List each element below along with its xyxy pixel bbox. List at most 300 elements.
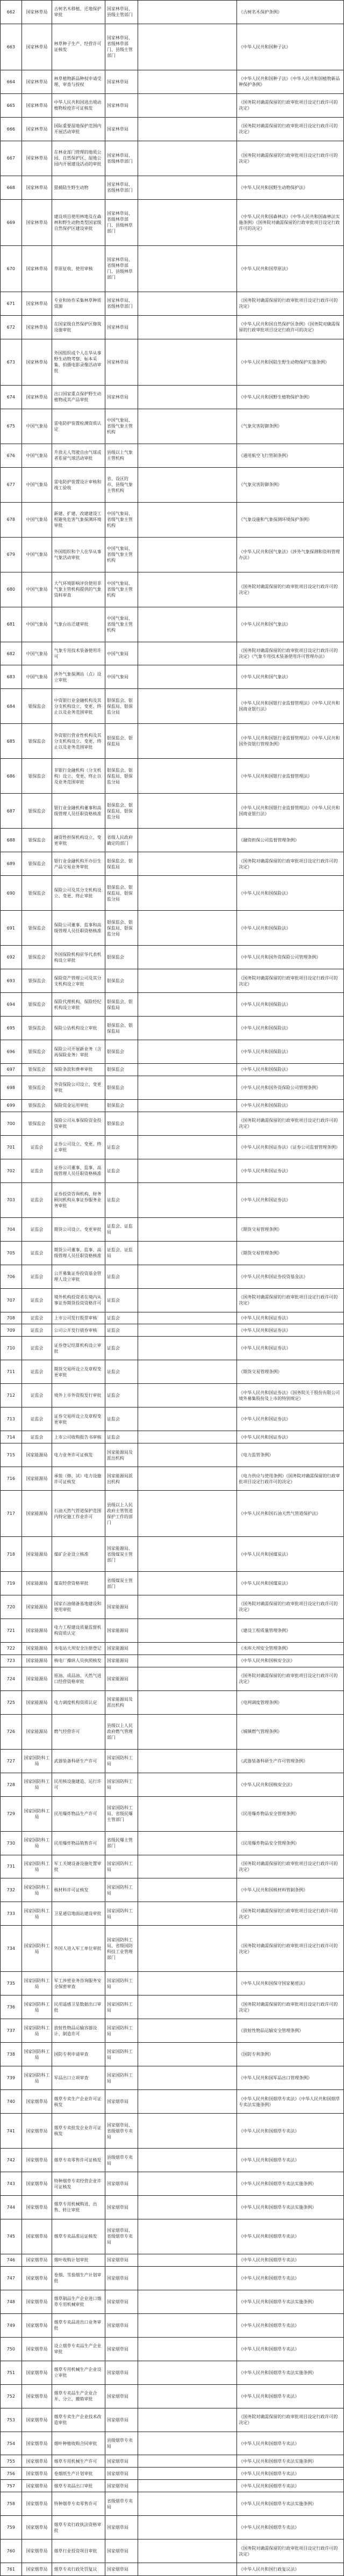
row-number-cell: 759 xyxy=(1,2516,22,2539)
table-row xyxy=(1,1572,344,1595)
license-item-cell: 保险代理机构、保险经纪机构设立审批 xyxy=(52,993,105,1017)
legal-basis-cell: 《中华人民共和国保险法》 xyxy=(237,993,344,1017)
legal-basis-cell: 《中华人民共和国气象法》《涉外气象探测和资料管理办法》 xyxy=(237,537,344,572)
approving-authority-cell: 国家烟草局、省级烟草专卖局 xyxy=(105,2219,138,2254)
license-item-cell: 国防专利申请审查 xyxy=(52,2043,105,2066)
ministry-cell: 国家烟草局 xyxy=(22,2219,52,2254)
ministry-cell: 证监会 xyxy=(22,1241,52,1265)
remarks-cell xyxy=(138,2172,237,2196)
approving-authority-cell: 中国气象局、省级气象主管机构 xyxy=(105,572,138,607)
table-row xyxy=(1,1642,344,1655)
legal-basis-cell: 《中华人民共和国烟草专卖法实施条例》 xyxy=(237,2455,344,2468)
ministry-cell: 中国气象局 xyxy=(22,444,52,467)
table-row xyxy=(1,1878,344,1902)
remarks-cell xyxy=(138,2254,237,2266)
ministry-cell: 国家能源局 xyxy=(22,1667,52,1690)
row-number-cell: 749 xyxy=(1,2313,22,2337)
table-row xyxy=(1,2455,344,2468)
license-item-cell: 证券交易所设立及章程变更审批 xyxy=(52,1407,105,1431)
legal-basis-cell: 《古树名木保护条例》 xyxy=(237,1,344,24)
ministry-cell: 国家国防科工局 xyxy=(22,1878,52,1902)
table-row xyxy=(1,1182,344,1217)
legal-basis-cell: 《中华人民共和国气象法》 xyxy=(237,665,344,689)
license-item-cell: 期货交易所设立及章程变更审批 xyxy=(52,1360,105,1384)
table-row xyxy=(1,1384,344,1407)
license-item-cell: 证券公司设立、变更、终止审批 xyxy=(52,1135,105,1159)
license-item-cell: 非银行金融机构（分支机构）设立、变更、终止以及业务范围审批 xyxy=(52,759,105,794)
row-number-cell: 662 xyxy=(1,1,22,24)
ministry-cell: 证监会 xyxy=(22,1324,52,1337)
remarks-cell xyxy=(138,794,237,829)
ministry-cell: 国家能源局 xyxy=(22,1467,52,1491)
row-number-cell: 737 xyxy=(1,2019,22,2043)
row-number-cell: 699 xyxy=(1,1099,22,1112)
table-row xyxy=(1,70,344,93)
row-number-cell: 700 xyxy=(1,1112,22,1135)
ministry-cell: 国家烟草局 xyxy=(22,2432,52,2455)
license-item-cell: 烟草专卖零售许可证核发 xyxy=(52,2149,105,2172)
remarks-cell xyxy=(138,2066,237,2090)
remarks-cell xyxy=(138,1749,237,1773)
license-item-cell: 国家石油储备基地建设和使用审批 xyxy=(52,1595,105,1619)
approving-authority-cell: 国家林草局 xyxy=(105,93,138,117)
row-number-cell: 752 xyxy=(1,2384,22,2408)
row-number-cell: 734 xyxy=(1,1926,22,1972)
row-number-cell: 681 xyxy=(1,607,22,642)
row-number-cell: 675 xyxy=(1,409,22,444)
approving-authority-cell: 证监会 xyxy=(105,1288,138,1312)
table-row xyxy=(1,1064,344,1076)
remarks-cell xyxy=(138,1288,237,1312)
ministry-cell: 证监会 xyxy=(22,1217,52,1241)
approving-authority-cell: 国家烟草局 xyxy=(105,2384,138,2408)
row-number-cell: 707 xyxy=(1,1288,22,1312)
remarks-cell xyxy=(138,176,237,199)
table-row xyxy=(1,1112,344,1135)
row-number-cell: 703 xyxy=(1,1182,22,1217)
table-row xyxy=(1,2149,344,2172)
legal-basis-cell: 《中华人民共和国烟草专卖法实施条例》 xyxy=(237,2172,344,2196)
legal-basis-cell: 《国务院对确需保留的行政审批项目设定行政许可的决定》《气象专用技术装备使用许可管理办法》 xyxy=(237,642,344,665)
approving-authority-cell: 证监会 xyxy=(105,1431,138,1443)
remarks-cell xyxy=(138,2090,237,2114)
approving-authority-cell: 省级人民政府确定的部门 xyxy=(105,829,138,852)
table-row xyxy=(1,2290,344,2313)
remarks-cell xyxy=(138,1076,237,1099)
table-row xyxy=(1,2384,344,2408)
table-row xyxy=(1,572,344,607)
license-item-cell: 国际重要湿地保护范围内开展活动审批 xyxy=(52,117,105,141)
table-row xyxy=(1,1831,344,1855)
legal-basis-cell: 《中华人民共和国核安全法》 xyxy=(237,1773,344,1796)
remarks-cell xyxy=(138,724,237,759)
row-number-cell: 735 xyxy=(1,1972,22,1996)
license-item-cell: 民用遥感卫星数据出口审批 xyxy=(52,1996,105,2019)
row-number-cell: 739 xyxy=(1,2066,22,2090)
approving-authority-cell: 国家林草局、省级林草部门、县级林草部门 xyxy=(105,199,138,245)
row-number-cell: 694 xyxy=(1,993,22,1017)
legal-basis-cell: 《中华人民共和国银行业监督管理法》《中华人民共和国商业银行法》 xyxy=(237,794,344,829)
remarks-cell xyxy=(138,829,237,852)
table-row xyxy=(1,993,344,1017)
ministry-cell: 中国气象局 xyxy=(22,502,52,537)
legal-basis-cell: 《中华人民共和国烟草专卖法》 xyxy=(237,2266,344,2290)
ministry-cell: 国家国防科工局 xyxy=(22,2066,52,2090)
ministry-cell: 国家林草局 xyxy=(22,117,52,141)
row-number-cell: 740 xyxy=(1,2090,22,2114)
license-item-cell: 保险条款和费率审批 xyxy=(52,1064,105,1076)
ministry-cell: 国家烟草局 xyxy=(22,2090,52,2114)
approving-authority-cell: 证监会 xyxy=(105,1265,138,1288)
license-item-cell: 烟草专用机械生产企业设立审批 xyxy=(52,2361,105,2384)
license-item-cell: 新建、扩建、改建建设工程避免危害气象探测环境审批 xyxy=(52,502,105,537)
license-item-cell: 卫星通信地面站建设审批 xyxy=(52,1902,105,1926)
remarks-cell xyxy=(138,2384,237,2408)
ministry-cell: 证监会 xyxy=(22,1312,52,1324)
table-row xyxy=(1,689,344,724)
approving-authority-cell: 国家林草局、省级林草部门 xyxy=(105,141,138,176)
approving-authority-cell: 国家国防科工局 xyxy=(105,1972,138,1996)
remarks-cell xyxy=(138,1926,237,1972)
remarks-cell xyxy=(138,1241,237,1265)
ministry-cell: 证监会 xyxy=(22,1182,52,1217)
table-row xyxy=(1,1537,344,1572)
row-number-cell: 745 xyxy=(1,2219,22,2254)
license-item-cell: 烟叶收购计划审批 xyxy=(52,2254,105,2266)
row-number-cell: 725 xyxy=(1,1690,22,1714)
ministry-cell: 国家林草局 xyxy=(22,199,52,245)
approving-authority-cell: 国家国防科工局 xyxy=(105,2043,138,2066)
table-row xyxy=(1,1217,344,1241)
license-item-cell: 烟草专卖品生产企业合并、分立、撤销审批 xyxy=(52,2384,105,2408)
remarks-cell xyxy=(138,2266,237,2290)
table-row xyxy=(1,876,344,911)
row-number-cell: 678 xyxy=(1,502,22,537)
table-row xyxy=(1,1796,344,1831)
license-item-cell: 在林业部门管理的地质公园、自然保护区、湿地公园内开展建设活动的审批 xyxy=(52,141,105,176)
table-row xyxy=(1,1595,344,1619)
ministry-cell: 证监会 xyxy=(22,1159,52,1182)
table-row xyxy=(1,2480,344,2492)
ministry-cell: 国家国防科工局 xyxy=(22,1902,52,1926)
remarks-cell xyxy=(138,93,237,117)
approving-authority-cell: 银保监会、银保监局、银保监分局 xyxy=(105,759,138,794)
legal-basis-cell: 《中华人民共和国烟草专卖法》 xyxy=(237,2516,344,2539)
ministry-cell: 国家能源局 xyxy=(22,1443,52,1467)
remarks-cell xyxy=(138,2313,237,2337)
remarks-cell xyxy=(138,1572,237,1595)
approving-authority-cell: 证监会 xyxy=(105,1384,138,1407)
legal-basis-cell: 《中华人民共和国外资保险公司管理条例》 xyxy=(237,946,344,969)
table-row xyxy=(1,2563,344,2576)
row-number-cell: 695 xyxy=(1,1017,22,1040)
approving-authority-cell: 省级烟草专卖局 xyxy=(105,2492,138,2516)
remarks-cell xyxy=(138,665,237,689)
remarks-cell xyxy=(138,24,237,70)
approving-authority-cell: 国家能源局派出机构 xyxy=(105,1467,138,1491)
remarks-cell xyxy=(138,1831,237,1855)
table-row xyxy=(1,537,344,572)
ministry-cell: 国家烟草局 xyxy=(22,2563,52,2576)
row-number-cell: 753 xyxy=(1,2408,22,2432)
remarks-cell xyxy=(138,1064,237,1076)
legal-basis-cell: 《中华人民共和国煤炭法》 xyxy=(237,1572,344,1595)
ministry-cell: 银保监会 xyxy=(22,1076,52,1099)
row-number-cell: 672 xyxy=(1,315,22,339)
approving-authority-cell: 国家烟草局 xyxy=(105,2539,138,2563)
remarks-cell xyxy=(138,2408,237,2432)
ministry-cell: 银保监会 xyxy=(22,1099,52,1112)
ministry-cell: 国家能源局 xyxy=(22,1642,52,1655)
approving-authority-cell: 银保监会、银保监局、银保监分局 xyxy=(105,911,138,946)
remarks-cell xyxy=(138,502,237,537)
row-number-cell: 754 xyxy=(1,2432,22,2455)
remarks-cell xyxy=(138,2337,237,2361)
remarks-cell xyxy=(138,1972,237,1996)
legal-basis-cell: 《中华人民共和国烟草专卖法》 xyxy=(237,2254,344,2266)
row-number-cell: 756 xyxy=(1,2468,22,2480)
row-number-cell: 664 xyxy=(1,70,22,93)
approving-authority-cell: 国家国防科工局 xyxy=(105,2066,138,2090)
license-item-cell: 烟草专用机械生产许可 xyxy=(52,2455,105,2468)
license-item-cell: 烟草专卖品进出口业务审批 xyxy=(52,2313,105,2337)
legal-basis-cell: 《中华人民共和国野生植物保护条例》 xyxy=(237,385,344,409)
approving-authority-cell: 银保监会 xyxy=(105,1076,138,1099)
legal-basis-cell: 《中华人民共和国烟草专卖法实施条例》 xyxy=(237,2195,344,2219)
row-number-cell: 732 xyxy=(1,1878,22,1902)
row-number-cell: 704 xyxy=(1,1217,22,1241)
table-row xyxy=(1,665,344,689)
row-number-cell: 676 xyxy=(1,444,22,467)
legal-basis-cell: 《国务院对确需保留的行政审批项目设定行政许可的决定》 xyxy=(237,2539,344,2563)
table-row xyxy=(1,1265,344,1288)
row-number-cell: 688 xyxy=(1,829,22,852)
row-number-cell: 733 xyxy=(1,1902,22,1926)
license-item-cell: 气象台站迁建审批 xyxy=(52,607,105,642)
ministry-cell: 银保监会 xyxy=(22,1112,52,1135)
ministry-cell: 国家林草局 xyxy=(22,385,52,409)
row-number-cell: 758 xyxy=(1,2492,22,2516)
table-row xyxy=(1,1443,344,1467)
ministry-cell: 证监会 xyxy=(22,1337,52,1360)
row-number-cell: 709 xyxy=(1,1324,22,1337)
remarks-cell xyxy=(138,1996,237,2019)
license-item-cell: 电力工程建设质量监督机构资质认定 xyxy=(52,1619,105,1642)
legal-basis-cell: 《期货交易管理条例》 xyxy=(237,1360,344,1384)
row-number-cell: 715 xyxy=(1,1443,22,1467)
legal-basis-cell: 《中华人民共和国证券法》 xyxy=(237,1337,344,1360)
row-number-cell: 708 xyxy=(1,1312,22,1324)
row-number-cell: 719 xyxy=(1,1572,22,1595)
row-number-cell: 717 xyxy=(1,1491,22,1537)
approving-authority-cell: 县级烟草专卖局 xyxy=(105,2432,138,2455)
remarks-cell xyxy=(138,2195,237,2219)
approving-authority-cell: 证监会 xyxy=(105,1312,138,1324)
remarks-cell xyxy=(138,1017,237,1040)
table-row xyxy=(1,199,344,245)
row-number-cell: 713 xyxy=(1,1407,22,1431)
table-row xyxy=(1,852,344,876)
legal-basis-cell: 《中华人民共和国森林法》《中华人民共和国森林法实施条例》《国务院对确需保留的行政审批项目设定行政许可的决定》 xyxy=(237,199,344,245)
ministry-cell: 国家能源局 xyxy=(22,1595,52,1619)
remarks-cell xyxy=(138,1537,237,1572)
ministry-cell: 国家国防科工局 xyxy=(22,1926,52,1972)
legal-basis-cell: 《中华人民共和国烟草专卖法》 xyxy=(237,2337,344,2361)
row-number-cell: 679 xyxy=(1,537,22,572)
legal-basis-cell: 《水库大坝安全管理条例》 xyxy=(237,1642,344,1655)
approving-authority-cell: 中国气象局 xyxy=(105,642,138,665)
license-item-cell: 建设项目使用林地及在森林和野生动物类型国家级自然保护区建设审批 xyxy=(52,199,105,245)
row-number-cell: 680 xyxy=(1,572,22,607)
license-item-cell: 外国组织和个人在华从事气象活动审批 xyxy=(52,537,105,572)
ministry-cell: 国家烟草局 xyxy=(22,2172,52,2196)
table-row xyxy=(1,2408,344,2432)
table-row xyxy=(1,2361,344,2384)
remarks-cell xyxy=(138,2492,237,2516)
table-row xyxy=(1,2516,344,2539)
ministry-cell: 国家烟草局 xyxy=(22,2516,52,2539)
license-item-cell: 特种烟草专卖零售许可 xyxy=(52,2492,105,2516)
ministry-cell: 国家烟草局 xyxy=(22,2492,52,2516)
legal-basis-cell: 《中华人民共和国烟草专卖法》《中华人民共和国烟草专卖法实施条例》 xyxy=(237,2090,344,2114)
approving-authority-cell: 国家国防科工局 xyxy=(105,2019,138,2043)
remarks-cell xyxy=(138,572,237,607)
table-row xyxy=(1,1773,344,1796)
remarks-cell xyxy=(138,1690,237,1714)
approving-authority-cell: 国家林草局、省级林草部门 xyxy=(105,292,138,315)
approving-authority-cell: 国家能源局及派出机构 xyxy=(105,1443,138,1467)
table-row xyxy=(1,1407,344,1431)
approving-authority-cell: 银保监会、银保监局 xyxy=(105,1017,138,1040)
remarks-cell xyxy=(138,1040,237,1064)
legal-basis-cell: 《国务院对确需保留的行政审批项目设定行政许可的决定》 xyxy=(237,1288,344,1312)
table-row xyxy=(1,1926,344,1972)
row-number-cell: 690 xyxy=(1,876,22,911)
license-item-cell: 保险资产管理公司及其分支机构设立审批 xyxy=(52,969,105,993)
legal-basis-cell: 《中华人民共和国行政复议法》 xyxy=(237,2563,344,2576)
license-item-cell: 期货公司设立、变更审批 xyxy=(52,1217,105,1241)
license-item-cell: 融资性担保机构设立、变更审批 xyxy=(52,829,105,852)
license-item-cell: 保险公司及其分支机构设立、变更、终止审批 xyxy=(52,876,105,911)
approving-authority-cell: 省级民爆主管部门 xyxy=(105,1831,138,1855)
row-number-cell: 705 xyxy=(1,1241,22,1265)
license-item-cell: 证券公司董事、监事、高级管理人员任职资格核准 xyxy=(52,1159,105,1182)
ministry-cell: 国家林草局 xyxy=(22,176,52,199)
legal-basis-cell: 《国务院对确需保留的行政审批项目设定行政许可的决定》 xyxy=(237,93,344,117)
license-item-cell: 外资银行营业性机构及其分支机构设立、变更、终止以及业务范围审批 xyxy=(52,724,105,759)
ministry-cell: 国家烟草局 xyxy=(22,2149,52,2172)
approving-authority-cell: 国家国防科工局 xyxy=(105,1855,138,1878)
license-item-cell: 电力调度机构资质认定 xyxy=(52,1690,105,1714)
remarks-cell xyxy=(138,1443,237,1467)
legal-basis-cell: 《中华人民共和国煤炭法》 xyxy=(237,1537,344,1572)
legal-basis-cell: 《中华人民共和国陆生野生动物保护实施条例》 xyxy=(237,339,344,385)
approving-authority-cell: 中国气象局、省级气象主管机构 xyxy=(105,607,138,642)
approving-authority-cell: 国家烟草局、省级烟草专卖局 xyxy=(105,2114,138,2149)
row-number-cell: 729 xyxy=(1,1796,22,1831)
table-row xyxy=(1,292,344,315)
table-row xyxy=(1,2492,344,2516)
approving-authority-cell: 国家国防科工局、省级民爆主管部门 xyxy=(105,1796,138,1831)
legal-basis-cell: 《气象灾害防御条例》 xyxy=(237,467,344,502)
table-row xyxy=(1,339,344,385)
row-number-cell: 736 xyxy=(1,1996,22,2019)
ministry-cell: 国家林草局 xyxy=(22,339,52,385)
ministry-cell: 国家烟草局 xyxy=(22,2480,52,2492)
remarks-cell xyxy=(138,409,237,444)
legal-basis-cell: 《气象设施和气象探测环境保护条例》 xyxy=(237,502,344,537)
license-item-cell: 核电厂操纵人员执照核发 xyxy=(52,1655,105,1667)
license-item-cell: 水电站大坝安全注册登记 xyxy=(52,1642,105,1655)
ministry-cell: 银保监会 xyxy=(22,1017,52,1040)
row-number-cell: 746 xyxy=(1,2254,22,2266)
license-item-cell: 原油、成品油、天然气进口经营资格审批 xyxy=(52,1667,105,1690)
row-number-cell: 683 xyxy=(1,665,22,689)
remarks-cell xyxy=(138,1384,237,1407)
legal-basis-cell: 《国务院对确需保留的行政审批项目设定行政许可的决定》 xyxy=(237,572,344,607)
license-item-cell: 公司公开发行债券审核 xyxy=(52,1324,105,1337)
approving-authority-cell: 国家国防科工局 xyxy=(105,1749,138,1773)
ministry-cell: 国家能源局 xyxy=(22,1655,52,1667)
legal-basis-cell: 《民用爆炸物品安全管理条例》 xyxy=(237,1831,344,1855)
table-row xyxy=(1,409,344,444)
ministry-cell: 国家国防科工局 xyxy=(22,1996,52,2019)
license-item-cell: 外国人进入军工单位审批 xyxy=(52,1926,105,1972)
remarks-cell xyxy=(138,993,237,1017)
license-item-cell: 保险公司董事、监事和高级管理人员任职资格核准 xyxy=(52,911,105,946)
approving-authority-cell: 国家烟草局 xyxy=(105,2408,138,2432)
table-row xyxy=(1,2019,344,2043)
table-row xyxy=(1,1619,344,1642)
ministry-cell: 证监会 xyxy=(22,1360,52,1384)
remarks-cell xyxy=(138,759,237,794)
approving-authority-cell: 银保监会 xyxy=(105,1064,138,1076)
legal-basis-cell: 《中华人民共和国烟草专卖法》 xyxy=(237,2468,344,2480)
ministry-cell: 中国气象局 xyxy=(22,642,52,665)
row-number-cell: 742 xyxy=(1,2149,22,2172)
license-item-cell: 公开募集证券投资基金管理人设立审批 xyxy=(52,1265,105,1288)
remarks-cell xyxy=(138,1360,237,1384)
table-row xyxy=(1,502,344,537)
row-number-cell: 748 xyxy=(1,2290,22,2313)
ministry-cell: 中国气象局 xyxy=(22,409,52,444)
row-number-cell: 722 xyxy=(1,1642,22,1655)
remarks-cell xyxy=(138,117,237,141)
legal-basis-cell: 《中华人民共和国保险法》 xyxy=(237,876,344,911)
approving-authority-cell: 国家能源局 xyxy=(105,1595,138,1619)
approving-authority-cell: 省级煤炭主管部门 xyxy=(105,1572,138,1595)
approving-authority-cell: 中国气象局 xyxy=(105,665,138,689)
approving-authority-cell: 国家林草局、省级林草部门 xyxy=(105,176,138,199)
table-row xyxy=(1,93,344,117)
approving-authority-cell: 国家烟草局 xyxy=(105,2563,138,2576)
license-item-cell: 烟草专卖生产企业技术改造审批 xyxy=(52,2408,105,2432)
license-item-cell: 烟草专卖生产企业许可证核发 xyxy=(52,2090,105,2114)
row-number-cell: 731 xyxy=(1,1855,22,1878)
license-item-cell: 林草植物新品种权申请受理、审查与授权 xyxy=(52,70,105,93)
table-row xyxy=(1,2172,344,2196)
legal-basis-cell: 《国务院对确需保留的行政审批项目设定行政许可的决定》 xyxy=(237,1996,344,2019)
license-item-cell: 保险公司从事保险资金投资审批 xyxy=(52,1112,105,1135)
approving-authority-cell: 证监会、证监局 xyxy=(105,1217,138,1241)
legal-basis-cell: 《中华人民共和国烟草专卖法实施条例》 xyxy=(237,2290,344,2313)
ministry-cell: 国家烟草局 xyxy=(22,2313,52,2337)
legal-basis-cell: 《武器装备科研生产许可管理条例》 xyxy=(237,1749,344,1773)
table-row xyxy=(1,969,344,993)
legal-basis-cell: 《中华人民共和国证券法》 xyxy=(237,1407,344,1431)
approving-authority-cell: 县级以上人民政府燃气管理部门 xyxy=(105,1714,138,1749)
table-row xyxy=(1,1017,344,1040)
